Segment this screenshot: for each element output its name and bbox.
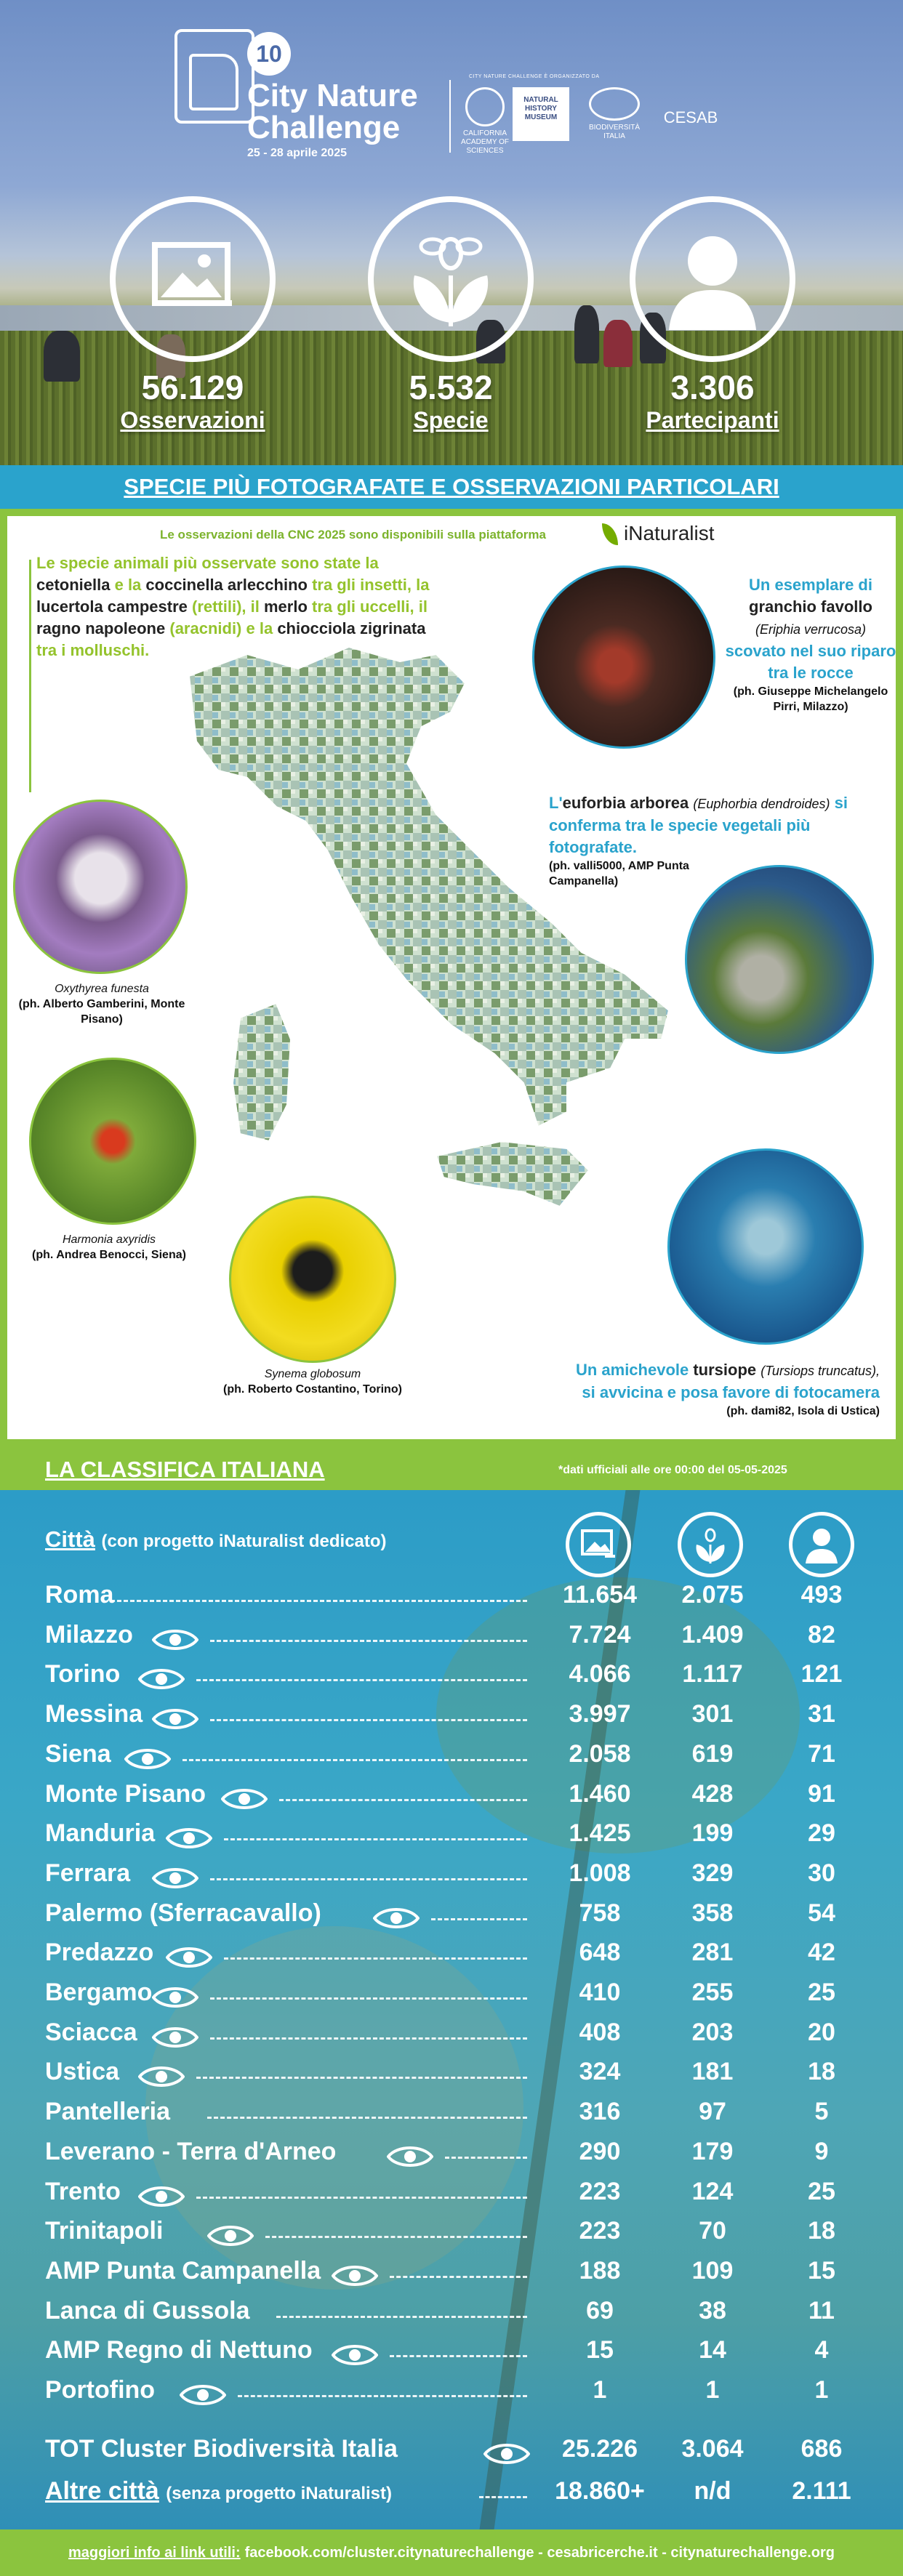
person-icon [789, 1512, 854, 1577]
participants-value: 18 [808, 2058, 835, 2085]
row-leader-dashes [390, 2355, 527, 2357]
eye-icon[interactable] [152, 1706, 198, 1732]
participants-value: 9 [814, 2138, 829, 2165]
species-value: 1 [705, 2376, 720, 2404]
caption-dolphin [473, 1359, 880, 1419]
participants-value: 25 [808, 1979, 835, 2006]
caption-pre: Un esemplare di [749, 576, 872, 594]
intro-text-fragment: tra i molluschi. [36, 641, 150, 659]
eye-icon[interactable] [483, 2441, 530, 2467]
ranking-row [0, 2435, 903, 2474]
eye-icon[interactable] [152, 1627, 198, 1653]
ranking-title-bar [0, 1446, 903, 1490]
city-name: Predazzo [45, 1939, 154, 1966]
photo-crab [532, 565, 715, 749]
participants-value: 15 [808, 2257, 835, 2285]
org-header: CITY NATURE CHALLENGE È ORGANIZZATO DA [469, 74, 600, 79]
photo-credit: (ph. dami82, Isola di Ustica) [726, 1405, 880, 1417]
caption-name: euforbia arborea [562, 794, 689, 812]
photo-credit: (ph. valli5000, AMP Punta Campanella) [549, 860, 689, 887]
ranking-table [0, 1490, 903, 2529]
species-value: 281 [691, 1939, 734, 1966]
row-leader-dashes [224, 1838, 527, 1840]
caption-pre: Un amichevole [575, 1361, 689, 1379]
eye-icon[interactable] [207, 2223, 254, 2249]
row-leader-dashes [210, 1878, 527, 1880]
species-highlight: lucertola campestre [36, 597, 188, 616]
inaturalist-logo: iNaturalist [624, 522, 715, 544]
eye-icon[interactable] [221, 1786, 268, 1812]
cas-logo-icon [465, 87, 505, 126]
inaturalist-leaf-icon [602, 523, 618, 545]
stat-observations [95, 196, 291, 434]
footer-links[interactable]: facebook.com/cluster.citynaturechallenge - cesabricerche.it - citynaturechallenge.org [244, 2544, 835, 2561]
participants-value: 5 [814, 2098, 829, 2125]
participants-value: 11 [808, 2297, 835, 2325]
city-name-sub: (senza progetto iNaturalist) [166, 2484, 392, 2503]
eye-logo-icon [589, 87, 640, 121]
species-value: 199 [691, 1819, 734, 1847]
city-name: Torino [45, 1660, 121, 1688]
row-leader-dashes [111, 1600, 527, 1602]
species-highlight: coccinella arlecchino [145, 576, 308, 594]
species-value: 203 [691, 2018, 734, 2046]
observations-value: 1.425 [569, 1819, 631, 1847]
participants-value: 91 [808, 1780, 835, 1808]
eye-icon[interactable] [138, 2064, 185, 2090]
ranking-title: LA CLASSIFICA ITALIANA [45, 1457, 325, 1482]
ranking-row [0, 2138, 903, 2177]
photo-synema [229, 1196, 396, 1363]
intro-text-fragment: (aracnidi) e la [165, 619, 278, 637]
participants-value: 82 [808, 1621, 835, 1649]
stat-observations-label: Osservazioni [120, 407, 265, 433]
species-value: 301 [691, 1700, 734, 1728]
observations-value: 7.724 [569, 1621, 631, 1649]
bee-plant-icon [678, 1512, 743, 1577]
row-leader-dashes [196, 2197, 527, 2199]
row-leader-dashes [196, 1679, 527, 1681]
observations-value: 223 [579, 2178, 621, 2205]
row-leader-dashes [196, 2077, 527, 2079]
eye-icon[interactable] [152, 2024, 198, 2050]
photo-harmonia [29, 1058, 196, 1225]
ranking-row [0, 2297, 903, 2336]
participants-value: 71 [808, 1740, 835, 1768]
species-highlight: merlo [264, 597, 308, 616]
observations-value: 648 [579, 1939, 621, 1966]
eye-icon[interactable] [124, 1746, 171, 1772]
city-name: Ferrara [45, 1859, 131, 1887]
observations-value: 223 [579, 2217, 621, 2245]
image-icon [110, 196, 276, 362]
intro-text-fragment: (rettili), il [187, 597, 264, 616]
observations-value: 188 [579, 2257, 621, 2285]
participants-value: 25 [808, 2178, 835, 2205]
photo-credit: (ph. Andrea Benocci, Siena) [32, 1249, 186, 1261]
species-name: Synema globosum [264, 1368, 361, 1380]
ranking-header [45, 1526, 387, 1553]
city-name: Manduria [45, 1819, 156, 1847]
species-value: 38 [699, 2297, 726, 2325]
eye-icon[interactable] [387, 2144, 433, 2170]
row-leader-dashes [479, 2496, 527, 2498]
city-name: Bergamo [45, 1979, 153, 2006]
row-leader-dashes [265, 2236, 527, 2238]
species-value: 2.075 [681, 1581, 744, 1609]
photo-euphorbia [685, 865, 874, 1054]
person-icon [630, 196, 795, 362]
observations-value: 3.997 [569, 1700, 631, 1728]
species-value: 14 [699, 2336, 726, 2364]
species-value: 181 [691, 2058, 734, 2085]
caption-latin: (Eriphia verrucosa) [755, 622, 867, 637]
city-name: Lanca di Gussola [45, 2297, 250, 2325]
city-name: Monte Pisano [45, 1780, 206, 1808]
intro-text-fragment: Le specie animali più osservate sono state la [36, 554, 379, 572]
city-name: Pantelleria [45, 2098, 170, 2125]
ranking-row [0, 1621, 903, 1660]
org-cesab-name: CESAB [663, 108, 718, 126]
species-value: 255 [691, 1979, 734, 2006]
species-highlight: ragno napoleone [36, 619, 166, 637]
cnc-logo-icon [174, 29, 254, 124]
observations-value: 1.008 [569, 1859, 631, 1887]
ranking-row [0, 1859, 903, 1899]
caption-crab [723, 574, 898, 715]
stat-participants-label: Partecipanti [646, 407, 779, 433]
stat-participants [614, 196, 811, 434]
caption-latin: (Euphorbia dendroides) [693, 797, 830, 811]
photo-credit: (ph. Roberto Costantino, Torino) [223, 1383, 402, 1396]
ranking-row [0, 2018, 903, 2058]
city-name: AMP Punta Campanella [45, 2257, 321, 2285]
observations-value: 11.654 [562, 1581, 638, 1609]
ranking-row [0, 2376, 903, 2415]
species-value: 329 [691, 1859, 734, 1887]
row-leader-dashes [238, 2395, 527, 2397]
eye-icon[interactable] [180, 2382, 226, 2408]
species-value: 358 [691, 1899, 734, 1927]
city-name: Leverano - Terra d'Arneo [45, 2138, 337, 2165]
eye-icon[interactable] [332, 2263, 378, 2289]
ranking-row [0, 1780, 903, 1819]
eye-icon[interactable] [373, 1905, 420, 1931]
city-name: Ustica [45, 2058, 120, 2085]
participants-value: 42 [808, 1939, 835, 1966]
city-name: Siena [45, 1740, 111, 1768]
logo-dates: 25 - 28 aprile 2025 [247, 147, 347, 159]
image-icon [566, 1512, 631, 1577]
observations-value: 758 [579, 1899, 621, 1927]
logo-area [174, 29, 727, 182]
observations-value: 316 [579, 2098, 621, 2125]
eye-icon[interactable] [152, 1865, 198, 1891]
row-leader-dashes [390, 2276, 527, 2278]
row-leader-dashes [182, 1759, 527, 1761]
org-cesab [654, 109, 727, 126]
species-section-title: SPECIE PIÙ FOTOGRAFATE E OSSERVAZIONI PARTICOLARI [0, 465, 903, 509]
row-leader-dashes [207, 2117, 527, 2119]
observations-value: 1.460 [569, 1780, 631, 1808]
caption-latin: (Tursiops truncatus), [760, 1364, 880, 1378]
ranking-head-sub: (con progetto iNaturalist dedicato) [101, 1531, 387, 1551]
ranking-row [0, 1740, 903, 1779]
intro-text-fragment: e la [110, 576, 146, 594]
species-section [0, 509, 903, 1446]
org-biodiv [582, 87, 647, 141]
ranking-row [0, 1581, 903, 1620]
species-value: n/d [694, 2477, 731, 2505]
city-name: Messina [45, 1700, 143, 1728]
ranking-row [0, 1660, 903, 1699]
participants-value: 30 [808, 1859, 835, 1887]
participants-value: 686 [800, 2435, 843, 2463]
ranking-head-city: Città [45, 1526, 95, 1552]
row-leader-dashes [210, 2037, 527, 2040]
species-value: 109 [691, 2257, 734, 2285]
row-leader-dashes [445, 2157, 527, 2159]
observations-value: 408 [579, 2018, 621, 2046]
observations-value: 15 [586, 2336, 614, 2364]
eye-icon[interactable] [166, 1825, 212, 1851]
participants-value: 18 [808, 2217, 835, 2245]
photo-credit: (ph. Giuseppe Michelangelo Pirri, Milazzo) [733, 685, 888, 713]
stat-species [353, 196, 549, 434]
city-name: Portofino [45, 2376, 156, 2404]
participants-value: 1 [814, 2376, 829, 2404]
ranking-row [0, 2336, 903, 2375]
ranking-row [0, 2178, 903, 2217]
stat-species-label: Specie [413, 407, 489, 433]
eye-icon[interactable] [138, 2183, 185, 2210]
city-name: TOT Cluster Biodiversità Italia [45, 2435, 398, 2463]
ranking-row [0, 1979, 903, 2018]
intro-text-fragment: tra gli uccelli, il [307, 597, 428, 616]
ranking-row [0, 2058, 903, 2097]
intro-text-fragment: tra gli insetti, la [307, 576, 430, 594]
observations-value: 324 [579, 2058, 621, 2085]
observations-value: 25.226 [562, 2435, 638, 2463]
caption-name: granchio favollo [749, 597, 872, 616]
city-name: Roma [45, 1581, 114, 1609]
org-nhm: NATURAL HISTORY MUSEUM [513, 87, 569, 141]
org-cas [459, 87, 510, 156]
participants-value: 121 [800, 1660, 843, 1688]
bee-plant-icon [368, 196, 534, 362]
caption-post: scovato nel suo riparo tra le rocce [725, 642, 896, 682]
eye-icon[interactable] [166, 1944, 212, 1971]
row-leader-dashes [210, 1997, 527, 2000]
ranking-row [0, 2257, 903, 2296]
logo-title: City Nature Challenge [247, 78, 418, 145]
participants-value: 4 [814, 2336, 829, 2364]
species-value: 619 [691, 1740, 734, 1768]
stat-observations-value: 56.129 [141, 369, 244, 406]
row-leader-dashes [279, 1799, 527, 1801]
city-name: Palermo (Sferracavallo) [45, 1899, 321, 1927]
observations-value: 69 [586, 2297, 614, 2325]
photo-credit: (ph. Alberto Gamberini, Monte Pisano) [18, 998, 185, 1026]
species-name: Oxythyrea funesta [55, 983, 149, 995]
caption-post: si avvicina e posa favore di fotocamera [582, 1383, 880, 1401]
species-highlight: cetoniella [36, 576, 111, 594]
species-highlight: chiocciola zigrinata [277, 619, 426, 637]
species-value: 179 [691, 2138, 734, 2165]
species-value: 3.064 [681, 2435, 744, 2463]
logo-separator [449, 80, 451, 153]
city-name: Trinitapoli [45, 2217, 164, 2245]
caption-synema [182, 1367, 444, 1397]
city-name: Trento [45, 2178, 121, 2205]
inat-note: Le osservazioni della CNC 2025 sono disponibili sulla piattaforma [160, 528, 546, 542]
caption-harmonia [22, 1232, 196, 1263]
ranking-row [0, 1939, 903, 1978]
row-leader-dashes [276, 2316, 527, 2318]
caption-post: si conferma tra le specie vegetali più fotografate. [549, 794, 848, 856]
city-name: Milazzo [45, 1621, 133, 1649]
caption-euphorbia [549, 792, 876, 889]
species-value: 97 [699, 2098, 726, 2125]
ranking-row [0, 2098, 903, 2137]
footer-label: maggiori info ai link utili: [68, 2544, 241, 2561]
hero-person [44, 331, 80, 382]
org-biodiv-name: BIODIVERSITÀ ITALIA [588, 124, 640, 140]
species-value: 428 [691, 1780, 734, 1808]
org-cas-name: CALIFORNIA ACADEMY OF SCIENCES [461, 129, 509, 155]
participants-value: 20 [808, 2018, 835, 2046]
observations-value: 4.066 [569, 1660, 631, 1688]
city-name: AMP Regno di Nettuno [45, 2336, 313, 2364]
species-value: 70 [699, 2217, 726, 2245]
edition-badge: 10 [247, 32, 291, 76]
photo-dolphin [667, 1148, 864, 1345]
city-name: Sciacca [45, 2018, 137, 2046]
eye-icon[interactable] [152, 1984, 198, 2011]
participants-value: 2.111 [792, 2477, 851, 2505]
ranking-row [0, 1819, 903, 1859]
eye-icon[interactable] [138, 1666, 185, 1692]
ranking-row [0, 2477, 903, 2516]
photo-oxythyrea [13, 800, 188, 974]
caption-oxythyrea [7, 981, 196, 1027]
species-value: 1.409 [681, 1621, 744, 1649]
row-leader-dashes [431, 1918, 527, 1920]
eye-icon[interactable] [332, 2342, 378, 2368]
observations-value: 410 [579, 1979, 621, 2006]
ranking-row [0, 1700, 903, 1739]
hero-person [574, 305, 599, 363]
participants-value: 31 [808, 1700, 835, 1728]
participants-value: 29 [808, 1819, 835, 1847]
hero-banner [0, 0, 903, 465]
participants-value: 493 [800, 1581, 843, 1609]
city-name [45, 2477, 392, 2505]
row-leader-dashes [224, 1957, 527, 1960]
stat-species-value: 5.532 [409, 369, 493, 406]
species-name: Harmonia axyridis [62, 1233, 156, 1246]
row-leader-dashes [210, 1640, 527, 1642]
footer [0, 2529, 903, 2576]
caption-name: tursiope [693, 1361, 757, 1379]
observations-value: 2.058 [569, 1740, 631, 1768]
species-value: 124 [691, 2178, 734, 2205]
ranking-row [0, 2217, 903, 2256]
ranking-row [0, 1899, 903, 1939]
observations-value: 1 [593, 2376, 607, 2404]
observations-value: 18.860+ [555, 2477, 645, 2505]
city-name-text: Altre città [45, 2477, 159, 2505]
participants-value: 54 [808, 1899, 835, 1927]
caption-pre: L' [549, 794, 563, 812]
intro-accent-line [29, 560, 31, 792]
stat-participants-value: 3.306 [670, 369, 755, 406]
observations-value: 290 [579, 2138, 621, 2165]
ranking-note: *dati ufficiali alle ore 00:00 del 05-05-2025 [558, 1464, 787, 1476]
row-leader-dashes [210, 1719, 527, 1721]
species-value: 1.117 [682, 1660, 743, 1688]
